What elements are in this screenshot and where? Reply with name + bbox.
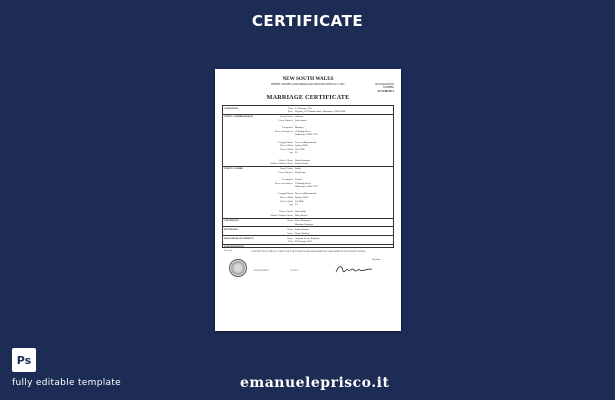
field-value: Wilberforce NSW 2756 bbox=[295, 133, 318, 137]
form-section bbox=[223, 219, 393, 228]
field-label: Family Name bbox=[279, 167, 293, 171]
form-row bbox=[223, 246, 393, 250]
field-value: 10 Rough Street bbox=[295, 181, 311, 185]
document-top bbox=[222, 83, 394, 93]
field-label: Place of Residence bbox=[274, 129, 293, 133]
certificate-document bbox=[215, 69, 401, 331]
field-value: Wilberforce NSW 2756 bbox=[295, 185, 318, 189]
form-section bbox=[223, 106, 393, 115]
form-row bbox=[223, 232, 393, 236]
registration-number: 2173/48/2011 bbox=[377, 89, 394, 93]
field-label: Conjugal Status bbox=[277, 192, 293, 196]
field-value: 26 bbox=[295, 151, 298, 155]
issued-label: DATE ISSUED bbox=[254, 270, 269, 272]
field-value: Marriage Registrar bbox=[295, 222, 314, 226]
registration-number-block bbox=[365, 83, 394, 93]
field-value: 10/1/1985 bbox=[295, 147, 305, 151]
field-label: Occupation bbox=[281, 178, 293, 182]
field-value: Emily Jane bbox=[295, 170, 306, 174]
field-label: Place of Birth bbox=[279, 196, 293, 200]
section-label: PARTY 2 / BRIDE bbox=[224, 167, 244, 171]
signature-icon bbox=[334, 263, 374, 275]
certified-note: I CERTIFY THAT THIS IS A TRUE COPY OF PARTICULARS RECORDED IN A REGISTER IN NEW SOUTH WALES bbox=[250, 251, 366, 253]
field-label: Date bbox=[288, 240, 293, 244]
field-value: Peter Thompson bbox=[295, 219, 311, 223]
field-label: Given Name(s) bbox=[278, 170, 293, 174]
field-value: Robert Johnson bbox=[295, 158, 310, 162]
field-label: Age bbox=[289, 151, 293, 155]
field-value: Teacher bbox=[295, 178, 303, 182]
field-label: Mother's Maiden Name bbox=[270, 214, 293, 217]
field-label: Given Name(s) bbox=[278, 118, 293, 122]
section-label: CELEBRANT bbox=[224, 219, 239, 223]
field-value: 10 Rough Street bbox=[295, 129, 311, 133]
field-label: Occupation bbox=[281, 126, 293, 130]
field-value: Sarah Johnson bbox=[295, 227, 309, 231]
field-value: Mary Brown bbox=[295, 214, 308, 217]
field-value: Daniel Roberts bbox=[295, 231, 310, 235]
field-label: Conjugal Status bbox=[277, 140, 293, 144]
issued-date: 7/3/2011 bbox=[290, 270, 299, 272]
form-row bbox=[223, 240, 393, 244]
field-label: Place of Residence bbox=[274, 181, 293, 185]
field-value: 24 bbox=[295, 203, 298, 207]
field-value: Manager bbox=[295, 126, 304, 130]
field-value: Luke James bbox=[295, 118, 307, 122]
field-value: 17 February 2011 bbox=[295, 106, 312, 110]
seal-icon bbox=[229, 259, 247, 277]
field-label: Date bbox=[288, 106, 293, 110]
field-value: Registry, 191 Thomas Street Haymarket, NSW 2000 bbox=[295, 110, 346, 114]
field-value: 2/4/1986 bbox=[295, 199, 304, 203]
field-label: Date of Birth bbox=[280, 199, 293, 203]
field-value: Sydney NSW bbox=[295, 144, 309, 148]
registration-label: REGISTRATION NUMBER bbox=[375, 83, 394, 89]
field-value: John Smith bbox=[295, 210, 306, 214]
signed-label: Registrar bbox=[372, 259, 381, 261]
document-act: BIRTHS, DEATHS AND MARRIAGES REGISTRATION ACT 1995 bbox=[271, 83, 345, 86]
field-value: Sydney NSW bbox=[295, 196, 309, 200]
form-section bbox=[223, 236, 393, 245]
form-row bbox=[223, 162, 393, 166]
form-row bbox=[223, 110, 393, 114]
field-value: Never validly married bbox=[295, 140, 317, 144]
photoshop-icon: Ps bbox=[12, 348, 36, 372]
field-value bbox=[295, 246, 393, 250]
form-row bbox=[223, 214, 393, 218]
field-label: Name bbox=[287, 236, 293, 240]
field-label: Father's Name bbox=[279, 210, 293, 214]
field-label: Age bbox=[289, 203, 293, 207]
field-value: 28 February 2011 bbox=[295, 240, 312, 244]
field-label: Name bbox=[287, 231, 293, 235]
section-label: PARTY 1 / BRIDEGROOM bbox=[224, 115, 253, 119]
form-row bbox=[223, 223, 393, 227]
field-label: Family Name bbox=[279, 115, 293, 119]
endorsement-value: Not Any bbox=[224, 248, 233, 252]
field-label: Place bbox=[287, 110, 293, 114]
document-state: NEW SOUTH WALES bbox=[282, 76, 334, 82]
section-label: CEREMONY bbox=[224, 106, 239, 110]
form-section bbox=[223, 227, 393, 236]
field-label: Father's Name bbox=[279, 158, 293, 162]
field-label: Place of Birth bbox=[279, 144, 293, 148]
field-label: Mother's Maiden Name bbox=[270, 162, 293, 166]
document-footer bbox=[222, 255, 394, 285]
website-label[interactable]: emanueleprisco.it bbox=[240, 375, 390, 391]
field-value: Johnson bbox=[295, 115, 303, 119]
field-label bbox=[223, 223, 295, 227]
page-title: CERTIFICATE bbox=[251, 12, 364, 30]
field-value: Smith bbox=[295, 167, 301, 171]
field-label: Name bbox=[287, 219, 293, 223]
form-section bbox=[223, 167, 393, 219]
field-value: Susan Cooper bbox=[295, 162, 309, 166]
field-label: Name bbox=[287, 227, 293, 231]
field-value: Amanda Lewis, Registrar bbox=[295, 236, 320, 240]
section-label: ENDORSEMENTS bbox=[224, 245, 245, 249]
template-subtitle: fully editable template bbox=[12, 378, 121, 388]
field-label: Date of Birth bbox=[280, 147, 293, 151]
field-value: Never validly married bbox=[295, 192, 317, 196]
document-heading: MARRIAGE CERTIFICATE bbox=[266, 94, 350, 101]
section-label: REGISTRAR AUTHORITY bbox=[224, 236, 254, 240]
form-section bbox=[223, 115, 393, 167]
section-label: WITNESSES bbox=[224, 227, 238, 231]
